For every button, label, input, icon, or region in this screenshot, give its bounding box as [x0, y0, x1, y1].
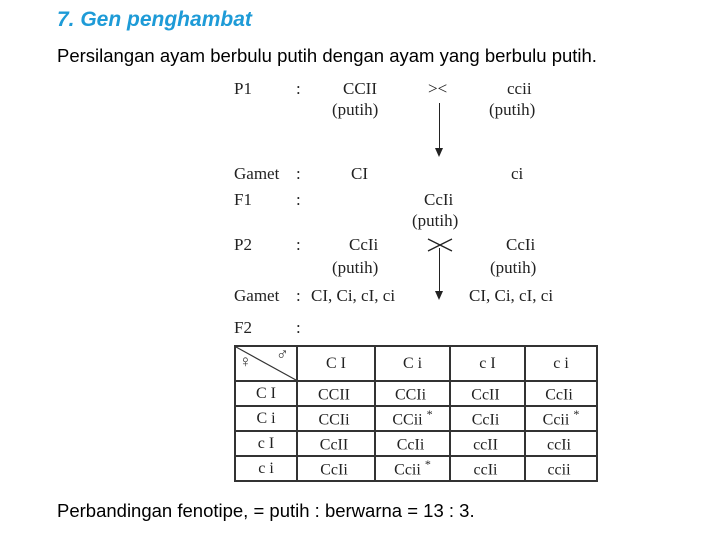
- gamet1-left: CI: [351, 164, 368, 183]
- gamet1-colon: :: [296, 164, 301, 183]
- col-header: c I: [450, 346, 525, 381]
- epistasis-marker: *: [426, 407, 433, 422]
- down-arrow: [439, 103, 440, 155]
- p2-left-phenotype: (putih): [332, 258, 379, 277]
- punnett-cell: CcIi: [450, 406, 525, 431]
- punnett-row: [235, 456, 597, 481]
- punnett-row: [235, 431, 597, 456]
- punnett-cell: CCII: [297, 381, 375, 406]
- male-icon: ♂: [276, 345, 289, 364]
- punnett-cell: CcII: [450, 381, 525, 406]
- p2-right-genotype: CcIi: [506, 235, 536, 254]
- down-arrow-2: [439, 248, 440, 298]
- slide-title: 7. Gen penghambat: [57, 8, 252, 31]
- row-header: C i: [235, 406, 297, 431]
- punnett-header-row: [235, 346, 597, 381]
- punnett-cell: CcII: [297, 431, 375, 456]
- punnett-cell: CcIi: [297, 456, 375, 481]
- punnett-row: [235, 381, 597, 406]
- punnett-cell: ccii: [525, 456, 597, 481]
- col-header: c i: [525, 346, 597, 381]
- intro-text: Persilangan ayam berbulu putih dengan ayam yang berbulu putih.: [57, 45, 597, 66]
- p1-left-phenotype: (putih): [332, 100, 379, 119]
- gamet1-label: Gamet: [234, 164, 280, 183]
- p1-right-phenotype: (putih): [489, 100, 536, 119]
- col-header: C i: [375, 346, 450, 381]
- row-header: c i: [235, 456, 297, 481]
- p2-left-genotype: CcIi: [349, 235, 379, 254]
- p1-colon: :: [296, 79, 301, 98]
- row-header: c I: [235, 431, 297, 456]
- p1-right-genotype: ccii: [507, 79, 532, 98]
- phenotype-ratio-text: Perbandingan fenotipe, = putih : berwarna = 13 : 3.: [57, 500, 475, 521]
- punnett-square: [234, 345, 598, 482]
- p2-cross-symbol: [427, 237, 453, 253]
- row-header: C I: [235, 381, 297, 406]
- gamet2-left: CI, Ci, cI, ci: [311, 286, 396, 305]
- punnett-cell: ccIi: [525, 431, 597, 456]
- punnett-cell: CcIi: [375, 431, 450, 456]
- female-icon: ♀: [239, 352, 252, 371]
- p1-left-genotype: CCII: [343, 79, 377, 98]
- punnett-cell: CCIi: [297, 406, 375, 431]
- f2-label: F2: [234, 318, 252, 337]
- f1-colon: :: [296, 190, 301, 209]
- epistasis-marker: *: [573, 407, 580, 422]
- f1-label: F1: [234, 190, 252, 209]
- gamet2-label: Gamet: [234, 286, 280, 305]
- col-header: C I: [297, 346, 375, 381]
- punnett-cell: CCIi: [375, 381, 450, 406]
- f1-genotype: CcIi: [424, 190, 454, 209]
- gamet1-right: ci: [511, 164, 524, 183]
- punnett-cell: ccII: [450, 431, 525, 456]
- p2-label: P2: [234, 235, 252, 254]
- punnett-cell: Ccii *: [375, 456, 450, 481]
- p2-colon: :: [296, 235, 301, 254]
- epistasis-marker: *: [424, 457, 431, 472]
- p2-right-phenotype: (putih): [490, 258, 537, 277]
- gamet2-colon: :: [296, 286, 301, 305]
- punnett-corner: [235, 346, 297, 381]
- punnett-row: [235, 406, 597, 431]
- punnett-cell: Ccii *: [525, 406, 597, 431]
- f1-phenotype: (putih): [412, 211, 459, 230]
- p1-cross-symbol: ><: [428, 79, 448, 98]
- f2-colon: :: [296, 318, 301, 337]
- gamet2-right: CI, Ci, cI, ci: [469, 286, 554, 305]
- punnett-cell: CcIi: [525, 381, 597, 406]
- punnett-cell: ccIi: [450, 456, 525, 481]
- p1-label: P1: [234, 79, 252, 98]
- punnett-cell: CCii *: [375, 406, 450, 431]
